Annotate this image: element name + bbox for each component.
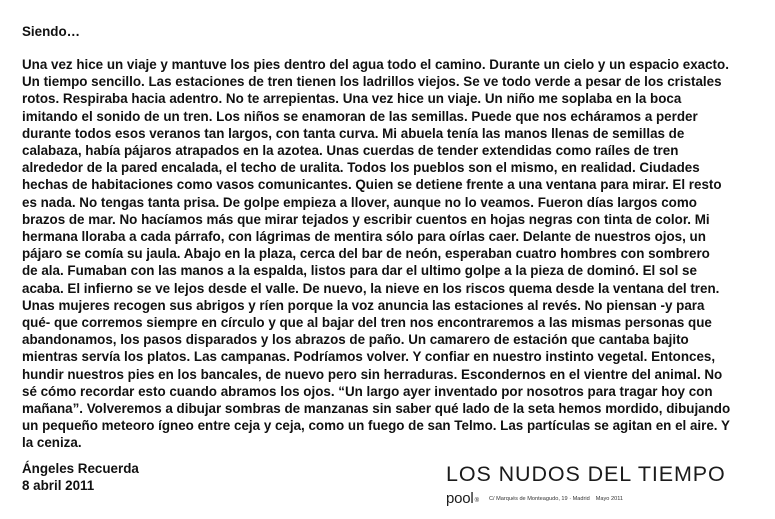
venue-info	[446, 490, 623, 507]
body-line: Unas mujeres recogen sus abrigos y ríen porque la voz anuncia las estaciones al revés. No piensan -y para	[22, 297, 705, 313]
body-line: de ala. Fumaban con las manos a la espalda, listos para dar el ultimo golpe a la pieza de dominó. El sol se	[22, 263, 697, 279]
body-line: rotos. Respiraba hacia adentro. No te arrepientas. Una vez hice un viaje. Un niño me soplaba en la boca	[22, 91, 682, 107]
body-line: imitando el sonido de un tren. Los niños se enamoran de las semillas. Puede que nos echáramos a perder	[22, 108, 698, 124]
body-line: mañana”. Volveremos a dibujar sombras de manzanas sin saber qué lado de la seta hemos mordido, dibujando	[22, 401, 731, 417]
exhibition-date: Mayo 2011	[595, 496, 623, 502]
body-line: acaba. El infierno se ve lejos desde el valle. De nuevo, la nieve en los riscos quema desde la ventana del tren.	[22, 280, 720, 296]
venue-address: C/ Marqués de Monteagudo, 19 · Madrid	[488, 496, 590, 502]
body-line: alrededor de la pared encalada, el techo de uralita. Todos los pueblos son el mismo, en realidad. Ciudades	[22, 160, 700, 176]
body-line: hermana lloraba a cada párrafo, con lágrimas de mentira sólo para oírlas caer. Delante de nuestros ojos, un	[22, 229, 706, 245]
exhibition-title: LOS NUDOS DEL TIEMPO	[446, 462, 726, 486]
body-line: un pequeño meteoro ígneo entre ceja y ceja, como un fuego de san Telmo. Las partículas se agitan en el aire. Y	[22, 418, 730, 434]
exhibition-title-block	[446, 462, 764, 486]
signature-block	[22, 460, 139, 494]
body-line: la ceniza.	[22, 435, 82, 451]
body-line: sé cómo recordar esto cuando abramos los ojos. “Un largo ayer inventado por nosotros para tragar hoy con	[22, 383, 713, 399]
venue-logo: pool	[446, 490, 474, 507]
document-heading: Siendo…	[22, 24, 81, 39]
body-line: calabaza, había pájaros atrapados en la azotea. Unas cuerdas de tender extendidas como raíles de tren	[22, 143, 679, 159]
body-line: pájaro se comía su jaula. Abajo en la plaza, cerca del bar de neón, esperaban cuatro hombres con sombrero	[22, 246, 710, 262]
body-line: abandonamos, los pasos disparados y los abrazos de paño. Un camarero de estación que cantaba bajito	[22, 332, 689, 348]
body-line: Un tiempo sencillo. Las estaciones de tren tienen los ladrillos viejos. Se ve todo verde a pesar de los cristales	[22, 74, 722, 90]
body-line: qué- que corremos siempre en círculo y que al bajar del tren nos encontraremos a las mismas personas que	[22, 315, 712, 331]
body-line: durante todos esos veranos tan largos, con tanta curva. Mi abuela tenía las manos llenas de semillas de	[22, 125, 685, 141]
body-line: hechas de habitaciones como vasos comunicantes. Quien se detiene frente a una ventana para mirar. El resto	[22, 177, 722, 193]
body-line: brazos de mar. No hacíamos más que mirar tejados y escribir cuentos en hojas negras con tinta de color. Mi	[22, 211, 710, 227]
body-line: Una vez hice un viaje y mantuve los pies dentro del agua todo el camino. Durante un cielo y un espacio exacto.	[22, 57, 729, 72]
body-line: mientras servía los platos. Las campanas. Podríamos volver. Y confiar en nuestro instinto vegetal. Entonces,	[22, 349, 716, 365]
author-name: Ángeles Recuerda	[22, 461, 139, 476]
body-line: hundir nuestros pies en los bancales, de nuevo pero sin herraduras. Escondernos en el vientre del animal. No	[22, 366, 723, 382]
document-body	[22, 56, 774, 452]
signature-date: 8 abril 2011	[22, 478, 95, 494]
registered-mark: ®	[474, 498, 479, 504]
body-line: es nada. No tengas tanta prisa. De golpe empieza a llover, aunque no lo veamos. Fueron días largos como	[22, 194, 697, 210]
